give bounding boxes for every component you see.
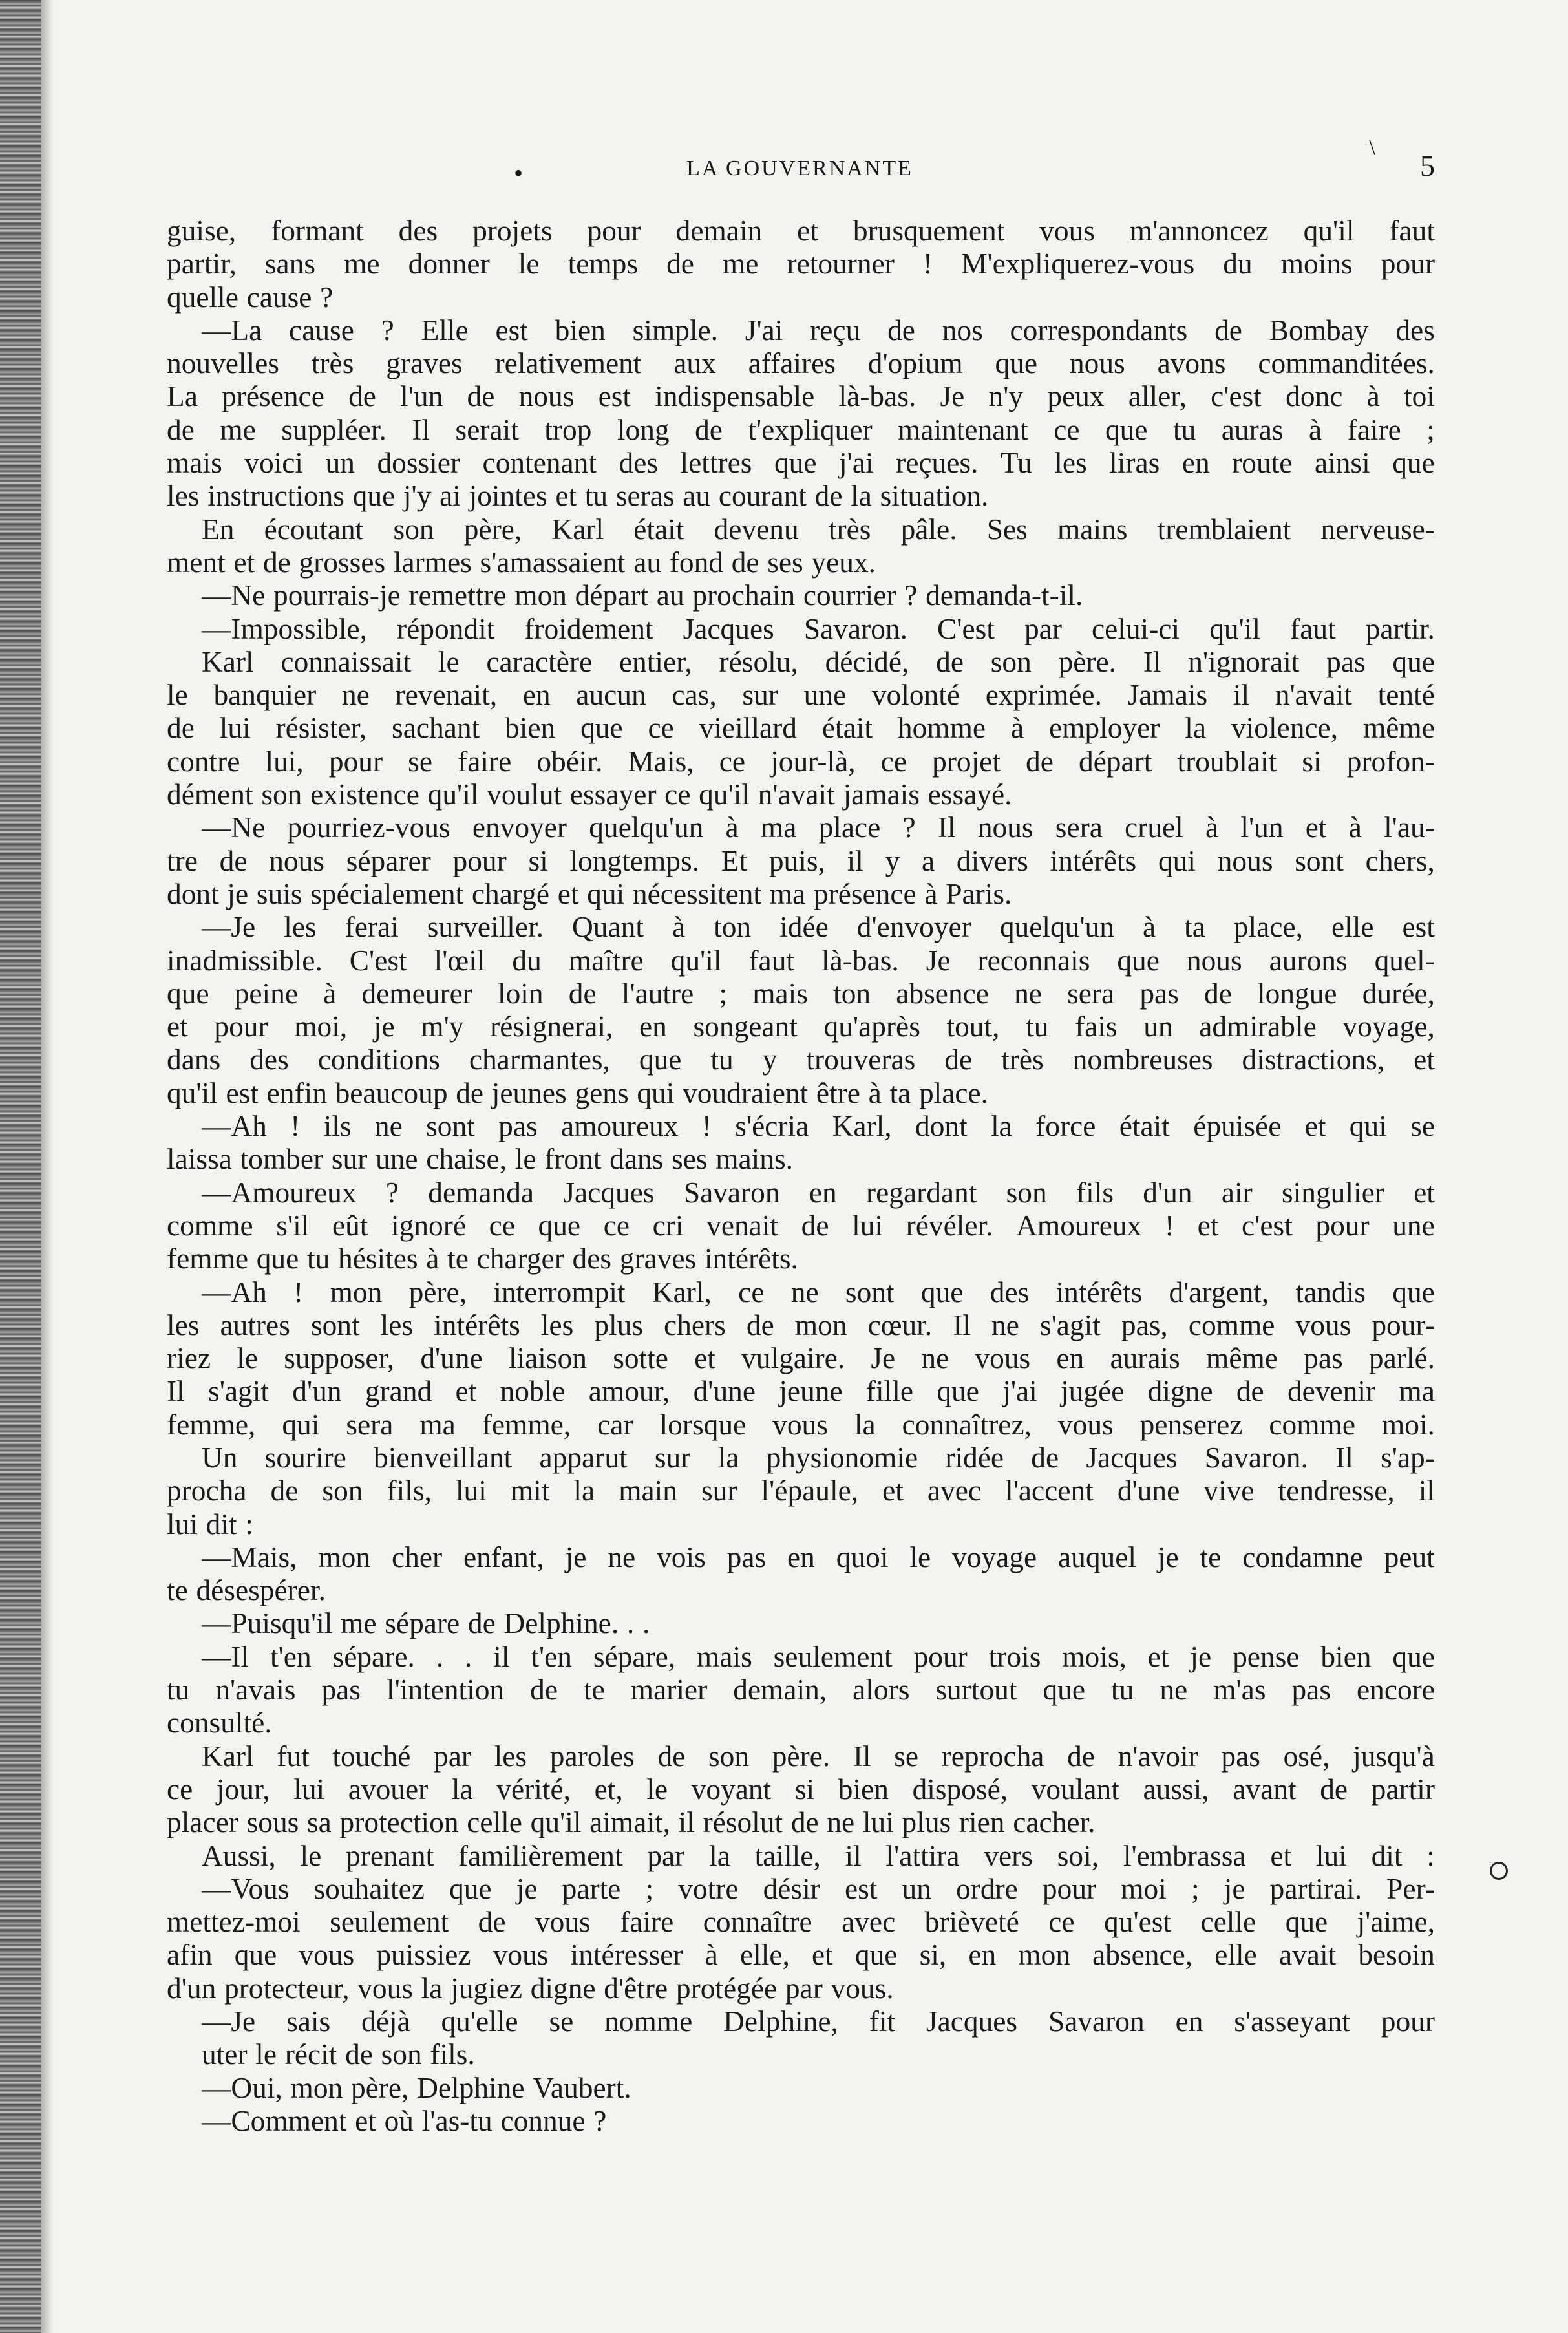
text-line: Un sourire bienveillant apparut sur la physionomie ridée de Jacques Savaron. Il s'ap-	[202, 1441, 1435, 1474]
text-line: —Il t'en sépare. . . il t'en sépare, mais seulement pour trois mois, et je pense bien que	[202, 1640, 1435, 1673]
text-line: contre lui, pour se faire obéir. Mais, ce jour-là, ce projet de départ troublait si profon-	[167, 745, 1435, 778]
text-line: femme que tu hésites à te charger des graves intérêts.	[167, 1242, 798, 1275]
header-dot: •	[514, 158, 524, 187]
text-line: Aussi, le prenant familièrement par la taille, il l'attira vers soi, l'embrassa et lui dit :	[202, 1839, 1435, 1872]
text-line: placer sous sa protection celle qu'il aimait, il résolut de ne lui plus rien cacher.	[167, 1806, 1096, 1839]
text-line: partir, sans me donner le temps de me retourner ! M'expliquerez-vous du moins pour	[167, 248, 1435, 281]
text-line: quelle cause ?	[167, 281, 334, 314]
text-line: d'un protecteur, vous la jugiez digne d'être protégée par vous.	[167, 1972, 894, 2005]
text-line: Karl fut touché par les paroles de son père. Il se reprocha de n'avoir pas osé, jusqu'à	[202, 1740, 1435, 1773]
text-line: La présence de l'un de nous est indispensable là-bas. Je n'y peux aller, c'est donc à toi	[167, 380, 1435, 413]
text-line: mettez-moi seulement de vous faire connaître avec brièveté ce qu'est celle que j'aime,	[167, 1906, 1435, 1939]
text-line: consulté.	[167, 1707, 272, 1740]
text-line: tre de nous séparer pour si longtemps. Et puis, il y a divers intérêts qui nous sont chers,	[167, 844, 1435, 877]
text-line: —Impossible, répondit froidement Jacques Savaron. C'est par celui-ci qu'il faut partir.	[202, 612, 1435, 645]
text-line: —Amoureux ? demanda Jacques Savaron en regardant son fils d'un air singulier et	[202, 1176, 1435, 1209]
text-line: —Ah ! mon père, interrompit Karl, ce ne sont que des intérêts d'argent, tandis que	[202, 1275, 1435, 1308]
text-line: comme s'il eût ignoré ce que ce cri venait de lui révéler. Amoureux ! et c'est pour une	[167, 1209, 1435, 1242]
text-line: —La cause ? Elle est bien simple. J'ai reçu de nos correspondants de Bombay des	[202, 314, 1435, 346]
text-line: que peine à demeurer loin de l'autre ; mais ton absence ne sera pas de longue durée,	[167, 977, 1435, 1010]
text-line: qu'il est enfin beaucoup de jeunes gens qui voudraient être à ta place.	[167, 1076, 989, 1109]
text-line: —Ne pourriez-vous envoyer quelqu'un à ma place ? Il nous sera cruel à l'un et à l'au-	[202, 811, 1435, 844]
text-line: le banquier ne revenait, en aucun cas, sur une volonté exprimée. Jamais il n'avait tenté	[167, 679, 1435, 712]
text-line: laissa tomber sur une chaise, le front dans ses mains.	[167, 1143, 794, 1176]
header-mark: \	[1369, 136, 1375, 160]
text-line: dans des conditions charmantes, que tu y trouveras de très nombreuses distractions, et	[167, 1043, 1435, 1076]
text-line: En écoutant son père, Karl était devenu très pâle. Ses mains tremblaient nerveuse-	[202, 513, 1435, 546]
running-title: LA GOUVERNANTE	[686, 156, 913, 180]
text-line: les instructions que j'y ai jointes et tu seras au courant de la situation.	[167, 480, 989, 513]
text-line: et pour moi, je m'y résignerai, en songeant qu'après tout, tu fais un admirable voyage,	[167, 1010, 1435, 1043]
text-line: tu n'avais pas l'intention de te marier demain, alors surtout que tu ne m'as pas encore	[167, 1674, 1435, 1707]
text-line: ce jour, lui avouer la vérité, et, le voyant si bien disposé, voulant aussi, avant de partir	[167, 1773, 1435, 1806]
text-line: de lui résister, sachant bien que ce vieillard était homme à employer la violence, même	[167, 712, 1435, 745]
text-line: guise, formant des projets pour demain et brusquement vous m'annoncez qu'il faut	[167, 215, 1435, 247]
text-line: Karl connaissait le caractère entier, résolu, décidé, de son père. Il n'ignorait pas que	[202, 645, 1435, 678]
text-line: —Comment et où l'as-tu connue ?	[202, 2104, 607, 2137]
text-line: afin que vous puissiez vous intéresser à elle, et que si, en mon absence, elle avait besoin	[167, 1939, 1435, 1972]
text-line: riez le supposer, d'une liaison sotte et vulgaire. Je ne vous en aurais même pas parlé.	[167, 1342, 1435, 1375]
text-line: lui dit :	[167, 1507, 253, 1540]
text-line: dément son existence qu'il voulut essayer ce qu'il n'avait jamais essayé.	[167, 778, 1012, 811]
text-line: —Mais, mon cher enfant, je ne vois pas en quoi le voyage auquel je te condamne peut	[202, 1540, 1435, 1573]
text-line: Il s'agit d'un grand et noble amour, d'une jeune fille que j'ai jugée digne de devenir ma	[167, 1375, 1435, 1408]
text-line: ment et de grosses larmes s'amassaient au fond de ses yeux.	[167, 546, 876, 579]
gutter-shadow	[41, 0, 53, 2333]
text-line: —Puisqu'il me sépare de Delphine. . .	[202, 1607, 650, 1640]
body-text	[167, 215, 1435, 2138]
text-line: —Ah ! ils ne sont pas amoureux ! s'écria Karl, dont la force était épuisée et qui se	[202, 1110, 1435, 1143]
text-line: —Je sais déjà qu'elle se nomme Delphine, fit Jacques Savaron en s'asseyant pour	[202, 2005, 1435, 2038]
text-line: uter le récit de son fils.	[202, 2038, 475, 2071]
text-line: —Vous souhaitez que je parte ; votre désir est un ordre pour moi ; je partirai. Per-	[202, 1872, 1435, 1905]
text-line: inadmissible. C'est l'œil du maître qu'il faut là-bas. Je reconnais que nous aurons quel-	[167, 944, 1435, 977]
text-line: —Je les ferai surveiller. Quant à ton idée d'envoyer quelqu'un à ta place, elle est	[202, 911, 1435, 944]
text-line: dont je suis spécialement chargé et qui nécessitent ma présence à Paris.	[167, 877, 1012, 910]
text-line: mais voici un dossier contenant des lettres que j'ai reçues. Tu les liras en route ainsi que	[167, 447, 1435, 480]
text-line: —Oui, mon père, Delphine Vaubert.	[202, 2071, 631, 2104]
text-line: les autres sont les intérêts les plus chers de mon cœur. Il ne s'agit pas, comme vous pour-	[167, 1308, 1435, 1341]
text-line: —Ne pourrais-je remettre mon départ au prochain courrier ? demanda-t-il.	[202, 579, 1083, 612]
text-line: nouvelles très graves relativement aux affaires d'opium que nous avons commanditées.	[167, 347, 1435, 380]
text-line: procha de son fils, lui mit la main sur l'épaule, et avec l'accent d'une vive tendresse, il	[167, 1475, 1435, 1507]
text-line: te désespérer.	[167, 1574, 326, 1607]
page-number: 5	[1420, 149, 1435, 182]
text-line: femme, qui sera ma femme, car lorsque vous la connaîtrez, vous penserez comme moi.	[167, 1408, 1435, 1441]
text-line: de me suppléer. Il serait trop long de t'expliquer maintenant ce que tu auras à faire ;	[167, 413, 1435, 446]
book-binding-edge	[0, 0, 41, 2333]
margin-circle-mark	[1490, 1862, 1508, 1880]
page-header	[165, 136, 1435, 187]
